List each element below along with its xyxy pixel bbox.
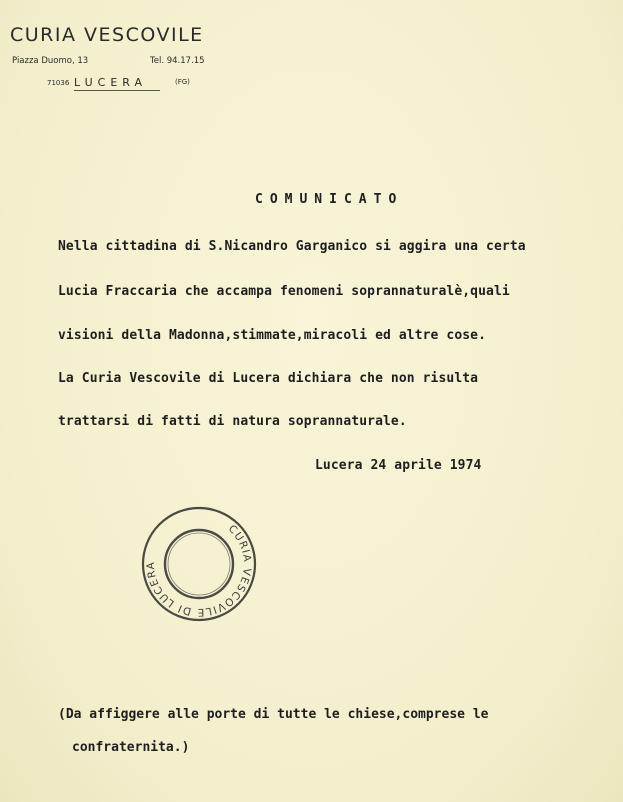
posting-note-line-1: (Da affiggere alle porte di tutte le chiese,comprese le (58, 707, 489, 722)
letterhead-city-underline (74, 90, 160, 91)
body-line-3: visioni della Madonna,stimmate,miracoli ed altre cose. (58, 328, 487, 343)
stamp-text: CURIA VESCOVILE DI LUCERA (144, 522, 254, 619)
curia-stamp (140, 505, 258, 623)
letterhead-phone: Tel. 94.17.15 (150, 56, 205, 66)
body-line-2: Lucia Fraccaria che accampa fenomeni soprannaturalè,quali (58, 284, 510, 299)
body-line-5: trattarsi di fatti di natura soprannaturale. (58, 414, 407, 429)
body-line-1: Nella cittadina di S.Nicandro Garganico si aggira una certa (58, 239, 526, 254)
document-title: COMUNICATO (255, 192, 404, 207)
stamp-seal-icon (140, 505, 258, 623)
body-line-4: La Curia Vescovile di Lucera dichiara che non risulta (58, 371, 479, 386)
letterhead-city: LUCERA (74, 76, 147, 89)
letterhead-zip: 71036 (47, 79, 70, 87)
document-date: Lucera 24 aprile 1974 (315, 458, 482, 473)
letterhead-address: Piazza Duomo, 13 (12, 56, 89, 66)
posting-note-line-2: confraternita.) (72, 740, 190, 755)
letterhead-province: (FG) (175, 78, 190, 86)
letterhead-title: CURIA VESCOVILE (10, 24, 204, 46)
